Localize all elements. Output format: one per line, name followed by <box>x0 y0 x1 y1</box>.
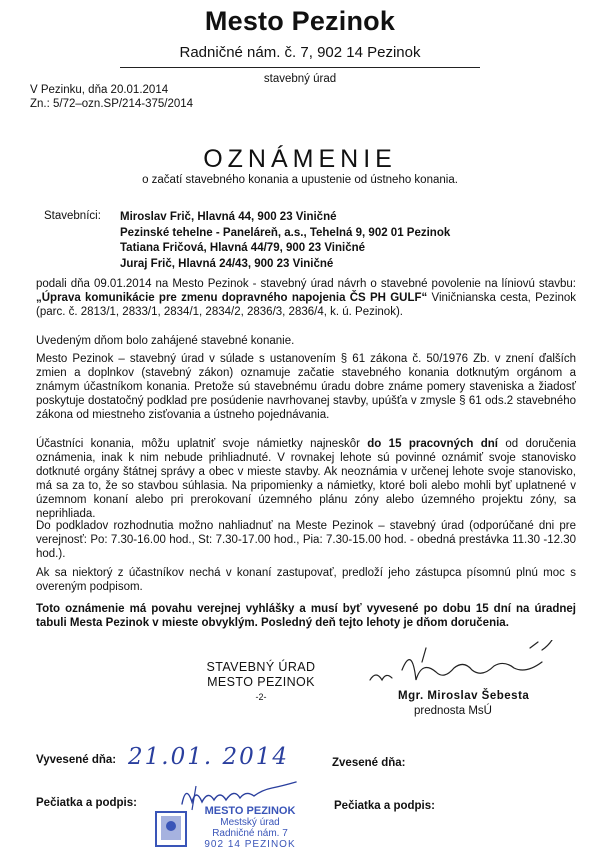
paragraph-legal-basis: Mesto Pezinok – stavebný úrad v súlade s ustanovením § 61 zákona č. 50/1976 Zb. v znení ďalších zmien a doplnkov (stavebný zákon) oznamuje začatie stavebného konania dotknutým orgánom a známym účastníkom konania. Pretože sú stavebnému úradu dobre známe pomery staveniska a žiadosť poskytuje dostatočný podklad pre posúdenie navrhovanej stavby, upúšťa v zmysle § 61 ods.2 stavebného zákona od miestneho zisťovania a ústneho pojednávania. <box>36 353 576 421</box>
file-number: Zn.: 5/72–ozn.SP/214-375/2014 <box>30 98 194 110</box>
office-stamp-line1: STAVEBNÝ ÚRAD <box>206 660 316 674</box>
paragraph-inspection: Do podkladov rozhodnutia možno nahliadnuť na Meste Pezinok – stavebný úrad (odporúčané dni pre verejnosť: Po: 7.30-16.00 hod., St: 7.30-17.00 hod., Pia: 7.30-15.00 hod. - obedná prestávka 11.30 -12.30 hod.). <box>36 520 576 560</box>
coat-of-arms-icon <box>152 808 192 848</box>
organization-name: Mesto Pezinok <box>204 6 396 36</box>
paragraph-application <box>36 277 576 319</box>
official-stamp <box>152 806 302 850</box>
stamp-text <box>198 806 302 850</box>
stamp-line1: MESTO PEZINOK <box>204 805 296 817</box>
signatory-name: Mgr. Miroslav Šebesta <box>398 690 530 702</box>
builder-item: Pezinské tehelne - Paneláreň, a.s., Tehelná 9, 902 01 Pezinok <box>120 226 451 239</box>
builder-item: Miroslav Frič, Hlavná 44, 900 23 Viničné <box>120 211 337 223</box>
page-number: -2- <box>255 692 267 702</box>
p4-text-b: od doručenia oznámenia, inak k nim nebude prihliadnuté. V rovnakej lehote sú povinné oznámiť svoje stanovisko dotknuté orgány štátnej správy a obec v mieste stavby. Ak neoznámia v určenej lehote svoje stanovisko, má sa za to, že so stavbou súhlasia. Na pripomienky a námietky, ktoré boli alebo mohli byť uplatnené v územnom konaní alebo pri prerokovaní územného plánu zóny alebo územného projektu zóny, sa neprihliada. <box>36 438 576 520</box>
paragraph-representation: Ak sa niektorý z účastníkov nechá v konaní zastupovať, predloží jeho zástupca písomnú plnú moc s overeným podpisom. <box>36 567 576 593</box>
p1-text-b: Viničnianska cesta, Pezinok (parc. č. 2813/1, 2833/1, 2834/1, 2834/2, 2836/3, 2836/4, k. ú. Pezinok). <box>36 292 576 318</box>
stamp-signature-label-right: Pečiatka a podpis: <box>334 800 435 812</box>
signatory-position: prednosta MsÚ <box>414 705 492 717</box>
reference-block <box>30 83 193 111</box>
paragraph-objections <box>36 437 576 521</box>
removed-date-label: Zvesené dňa: <box>332 757 406 769</box>
builder-item: Juraj Frič, Hlavná 24/43, 900 23 Viničné <box>120 257 334 270</box>
organization-address: Radničné nám. č. 7, 902 14 Pezinok <box>179 44 421 61</box>
department-name: stavebný úrad <box>263 73 337 85</box>
builders-list <box>120 210 450 272</box>
document-subtitle: o začatí stavebného konania a upustenie od ústneho konania. <box>142 174 458 186</box>
project-name: „Úprava komunikácie pre zmenu dopravného napojenia ČS PH GULF“ <box>36 292 428 304</box>
header-divider <box>120 67 480 68</box>
posted-date-value: 21.01. 2014 <box>128 744 289 770</box>
stamp-signature-label-left: Pečiatka a podpis: <box>36 797 137 809</box>
stamp-line3: Radničné nám. 7 <box>212 828 288 839</box>
office-stamp-line2: MESTO PEZINOK <box>207 675 315 689</box>
builders-label: Stavebníci: <box>44 210 101 222</box>
p4-text-a: Účastníci konania, môžu uplatniť svoje námietky najneskôr <box>36 438 368 450</box>
posted-date-label: Vyvesené dňa: <box>36 754 117 766</box>
stamp-line4: 902 14 PEZINOK <box>204 839 296 850</box>
office-stamp-text <box>196 660 326 690</box>
stamp-line2: Mestský úrad <box>220 817 280 828</box>
objection-deadline: do 15 pracovných dní <box>367 438 498 450</box>
p1-text-a: podali dňa 09.01.2014 na Mesto Pezinok - stavebný úrad návrh o stavebné povolenie na líniovú stavbu: <box>36 278 576 290</box>
place-date: V Pezinku, dňa 20.01.2014 <box>30 84 169 96</box>
paragraph-public-notice: Toto oznámenie má povahu verejnej vyhlášky a musí byť vyvesené po dobu 15 dní na úradnej tabuli Mesta Pezinok v mieste obvyklým. Posledný deň tejto lehoty je dňom doručenia. <box>36 603 576 629</box>
builder-item: Tatiana Fričová, Hlavná 44/79, 900 23 Viničné <box>120 242 366 254</box>
document-title: OZNÁMENIE <box>203 145 397 173</box>
paragraph-start: Uvedeným dňom bolo zahájené stavebné konanie. <box>36 335 295 347</box>
